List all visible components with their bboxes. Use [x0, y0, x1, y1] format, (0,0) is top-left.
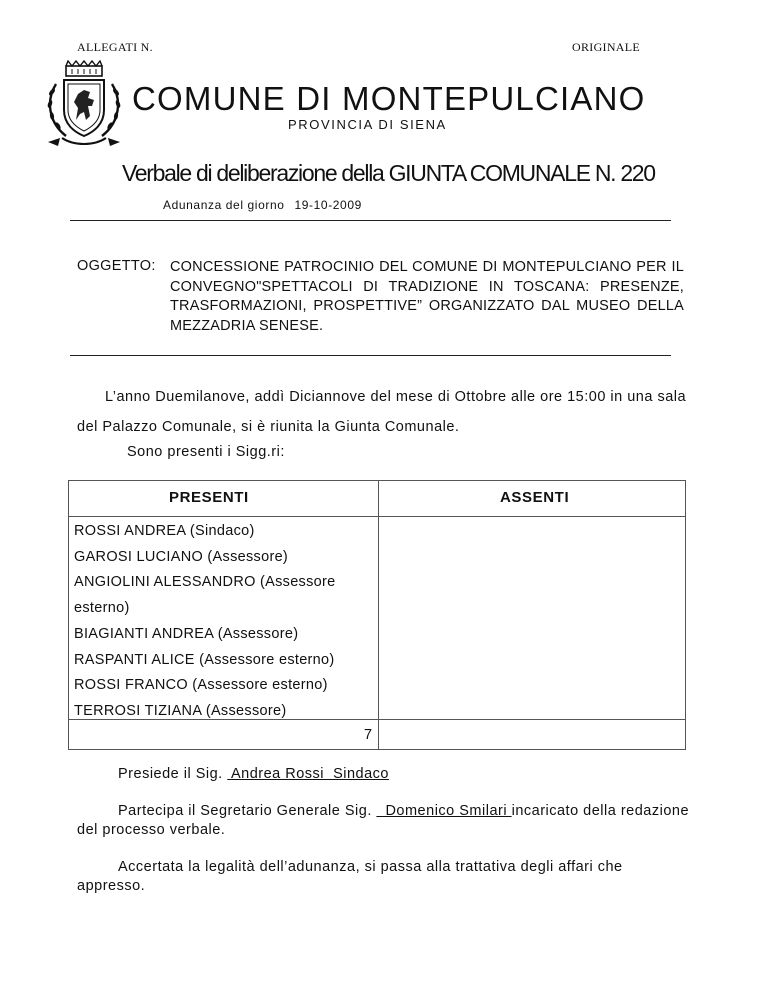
presiede-line: [118, 766, 389, 782]
list-item: ROSSI ANDREA (Sindaco): [74, 523, 255, 539]
presiede-name: Andrea Rossi Sindaco: [227, 766, 389, 782]
adunanza-label: Adunanza del giorno: [163, 198, 285, 212]
oggetto-label: OGGETTO:: [77, 258, 156, 274]
list-item: ROSSI FRANCO (Assessore esterno): [74, 677, 328, 694]
header-presenti: PRESENTI: [169, 489, 249, 506]
partecipa-paragraph: [77, 802, 691, 840]
table-divider: [69, 516, 685, 517]
list-item: TERROSI TIZIANA (Assessore): [74, 702, 287, 719]
table-divider: [378, 481, 379, 749]
verbale-heading: Verbale di deliberazione della GIUNTA COMUNALE N. 220: [122, 160, 655, 186]
divider: [70, 220, 671, 221]
attendance-table: [68, 480, 686, 750]
divider: [70, 355, 671, 356]
list-item: GAROSI LUCIANO (Assessore): [74, 548, 289, 565]
coat-of-arms-icon: [42, 60, 126, 150]
header-assenti: ASSENTI: [500, 489, 570, 506]
oggetto-text: CONCESSIONE PATROCINIO DEL COMUNE DI MONTEPULCIANO PER IL CONVEGNO"SPETTACOLI DI TRADIZIONE IN TOSCANA: PRESENZE, TRASFORMAZIONI, PROSPETTIVE” ORGANIZZATO DAL MUSEO DELLA MEZZADRIA SENESE.: [170, 259, 684, 334]
list-item: RASPANTI ALICE (Assessore esterno): [74, 651, 335, 668]
segretario-name: Domenico Smilari: [376, 803, 512, 819]
accertata-paragraph: [77, 858, 691, 896]
page-title: COMUNE DI MONTEPULCIANO: [132, 80, 646, 117]
originale-label: ORIGINALE: [572, 40, 641, 54]
presenti-count: 7: [364, 727, 373, 743]
presenti-intro: Sono presenti i Sigg.ri:: [127, 444, 285, 460]
list-item: ANGIOLINI ALESSANDRO (Assessore esterno): [74, 574, 336, 617]
allegati-label: ALLEGATI N.: [77, 40, 153, 54]
adunanza-date: 19-10-2009: [294, 198, 362, 212]
subtitle: PROVINCIA DI SIENA: [288, 117, 447, 132]
accertata-text: Accertata la legalità dell’adunanza, si passa alla trattativa degli affari che appresso.: [77, 859, 623, 894]
presiede-prefix: Presiede il Sig.: [118, 766, 223, 782]
adunanza-line: [163, 198, 362, 212]
intro-paragraph: [77, 382, 687, 442]
partecipa-suffix: incaricato della redazione del processo verbale.: [77, 803, 690, 838]
partecipa-prefix: Partecipa il Segretario Generale Sig.: [118, 803, 372, 819]
intro-text: L’anno Duemilanove, addì Diciannove del mese di Ottobre alle ore 15:00 in una sala del Palazzo Comunale, si è riunita la Giunta Comunale.: [77, 389, 687, 435]
list-item: BIAGIANTI ANDREA (Assessore): [74, 625, 299, 642]
presenti-list: [74, 519, 374, 725]
